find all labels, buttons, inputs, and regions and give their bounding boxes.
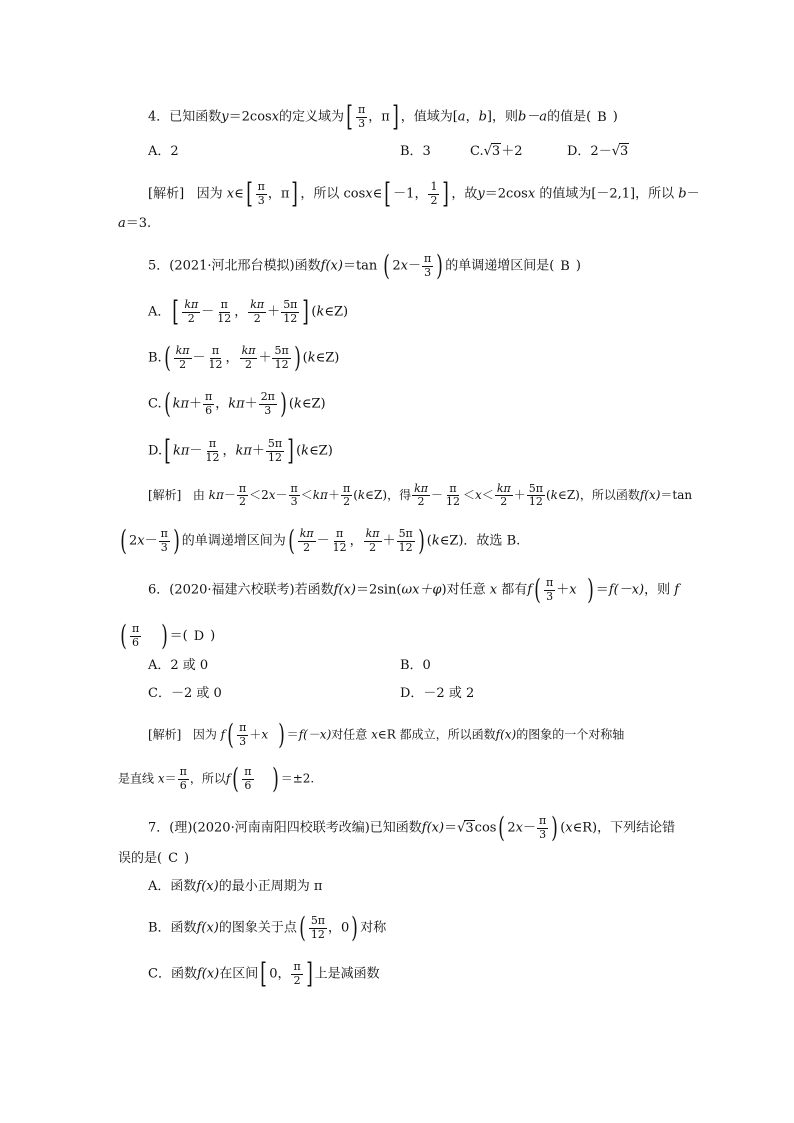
- q7-option-a: A．函数f(x)的最小正周期为 π: [148, 879, 323, 894]
- q4-option-b: B．3: [400, 144, 431, 159]
- q5-option-c: C.( kπ＋ $\frac{\pi}{6}$ ，kπ＋ $\frac{2\pi}{3}$ ) (k∈Z): [148, 387, 326, 420]
- q6-option-a: A．2 或 0: [148, 658, 209, 673]
- q5-option-b: B.( $\frac{k\pi}{2}$ － $\frac{\pi}{12}$ ， $\frac{k\pi}{2}$ ＋ $\frac{5\pi}{12}$ ) (k∈Z): [148, 341, 340, 374]
- q4-answer: B: [597, 109, 607, 125]
- q4-option-d: D．2－√3: [567, 144, 629, 159]
- q4-stem: 4．已知函数y＝2cosx的定义域为[ $\frac{\pi}{3}$ ，π] ，值域为[a，b]，则b－a的值是( B ): [148, 100, 618, 133]
- q5-analysis-cont: ( 2x－ $\frac{\pi}{3}$ ) 的单调递增区间为( $\frac{k\pi}{2}$ － $\frac{\pi}{12}$ ， $\frac{k\pi}{2}$ ＋ $\frac{5\pi}{12}$ ) (k∈Z)．故选 B.: [120, 524, 521, 557]
- q7-answer: C: [168, 851, 179, 866]
- q6-analysis: [解析] 因为 f( $\frac{\pi}{3}$ ＋x ) ＝f(－x)对任意 x∈R 都成立，所以函数f(x)的图象的一个对称轴: [148, 718, 625, 751]
- q6-stem-cont: ( $\frac{\pi}{6}$ ) ＝( D ): [120, 619, 216, 652]
- q7-option-b: B．函数f(x)的图象关于点( $\frac{5\pi}{12}$ ，0) 对称: [148, 911, 387, 944]
- q6-option-d: D．－2 或 2: [400, 686, 475, 701]
- q7-stem-cont: 误的是( C ): [118, 851, 190, 866]
- q6-option-c: C．－2 或 0: [148, 686, 222, 701]
- q6-stem: 6．(2020·福建六校联考)若函数f(x)＝2sin(ωx＋φ)对任意 x 都有f( $\frac{\pi}{3}$ ＋x ) ＝f(－x)，则 f: [148, 573, 680, 606]
- q5-option-a: A．[ $\frac{k\pi}{2}$ － $\frac{\pi}{12}$ ， $\frac{k\pi}{2}$ ＋ $\frac{5\pi}{12}$ ] (k∈Z): [148, 295, 349, 328]
- q7-option-c: C．函数f(x)在区间[ 0， $\frac{\pi}{2}$ ] 上是减函数: [148, 957, 380, 990]
- q4-option-c: C.√3＋2: [470, 144, 523, 159]
- q5-analysis: [解析] 由 kπ－ $\frac{\pi}{2}$ ＜2x－ $\frac{\pi}{3}$ ＜kπ＋ $\frac{\pi}{2}$ (k∈Z)，得 $\frac{k\pi}{2}$ － $\frac{\pi}{12}$ ＜x＜ $\frac{k\pi}{2}$ ＋ $\frac{5\pi}{12}$ (k∈Z)，所以函数f(x)＝tan: [148, 482, 693, 509]
- q4-analysis: [解析] 因为 x∈[ $\frac{\pi}{3}$ ，π] ，所以 cosx∈[ －1， $\frac{1}{2}$ ] ，故y＝2cosx 的值域为[－2,1]，所以 b－: [148, 177, 700, 210]
- q6-answer: D: [193, 628, 205, 644]
- q4-analysis-cont: a＝3.: [118, 216, 152, 231]
- q5-option-d: D.[ kπ－ $\frac{\pi}{12}$ ，kπ＋ $\frac{5\pi}{12}$ ] (k∈Z): [148, 434, 333, 467]
- q6-option-b: B．0: [400, 658, 431, 673]
- q6-analysis-cont: 是直线 x＝ $\frac{\pi}{6}$ ，所以f( $\frac{\pi}{6}$ ) ＝±2.: [118, 762, 315, 795]
- q5-answer: B: [560, 258, 570, 274]
- q7-stem: 7．(理)(2020·河南南阳四校联考改编)已知函数f(x)＝√3cos( 2x－ $\frac{\pi}{3}$ ) (x∈R)，下列结论错: [148, 811, 676, 844]
- q5-stem: 5．(2021·河北邢台模拟)函数f(x)＝tan ( 2x－ $\frac{\pi}{3}$ ) 的单调递增区间是( B ): [148, 249, 581, 282]
- q4-option-a: A．2: [148, 144, 179, 159]
